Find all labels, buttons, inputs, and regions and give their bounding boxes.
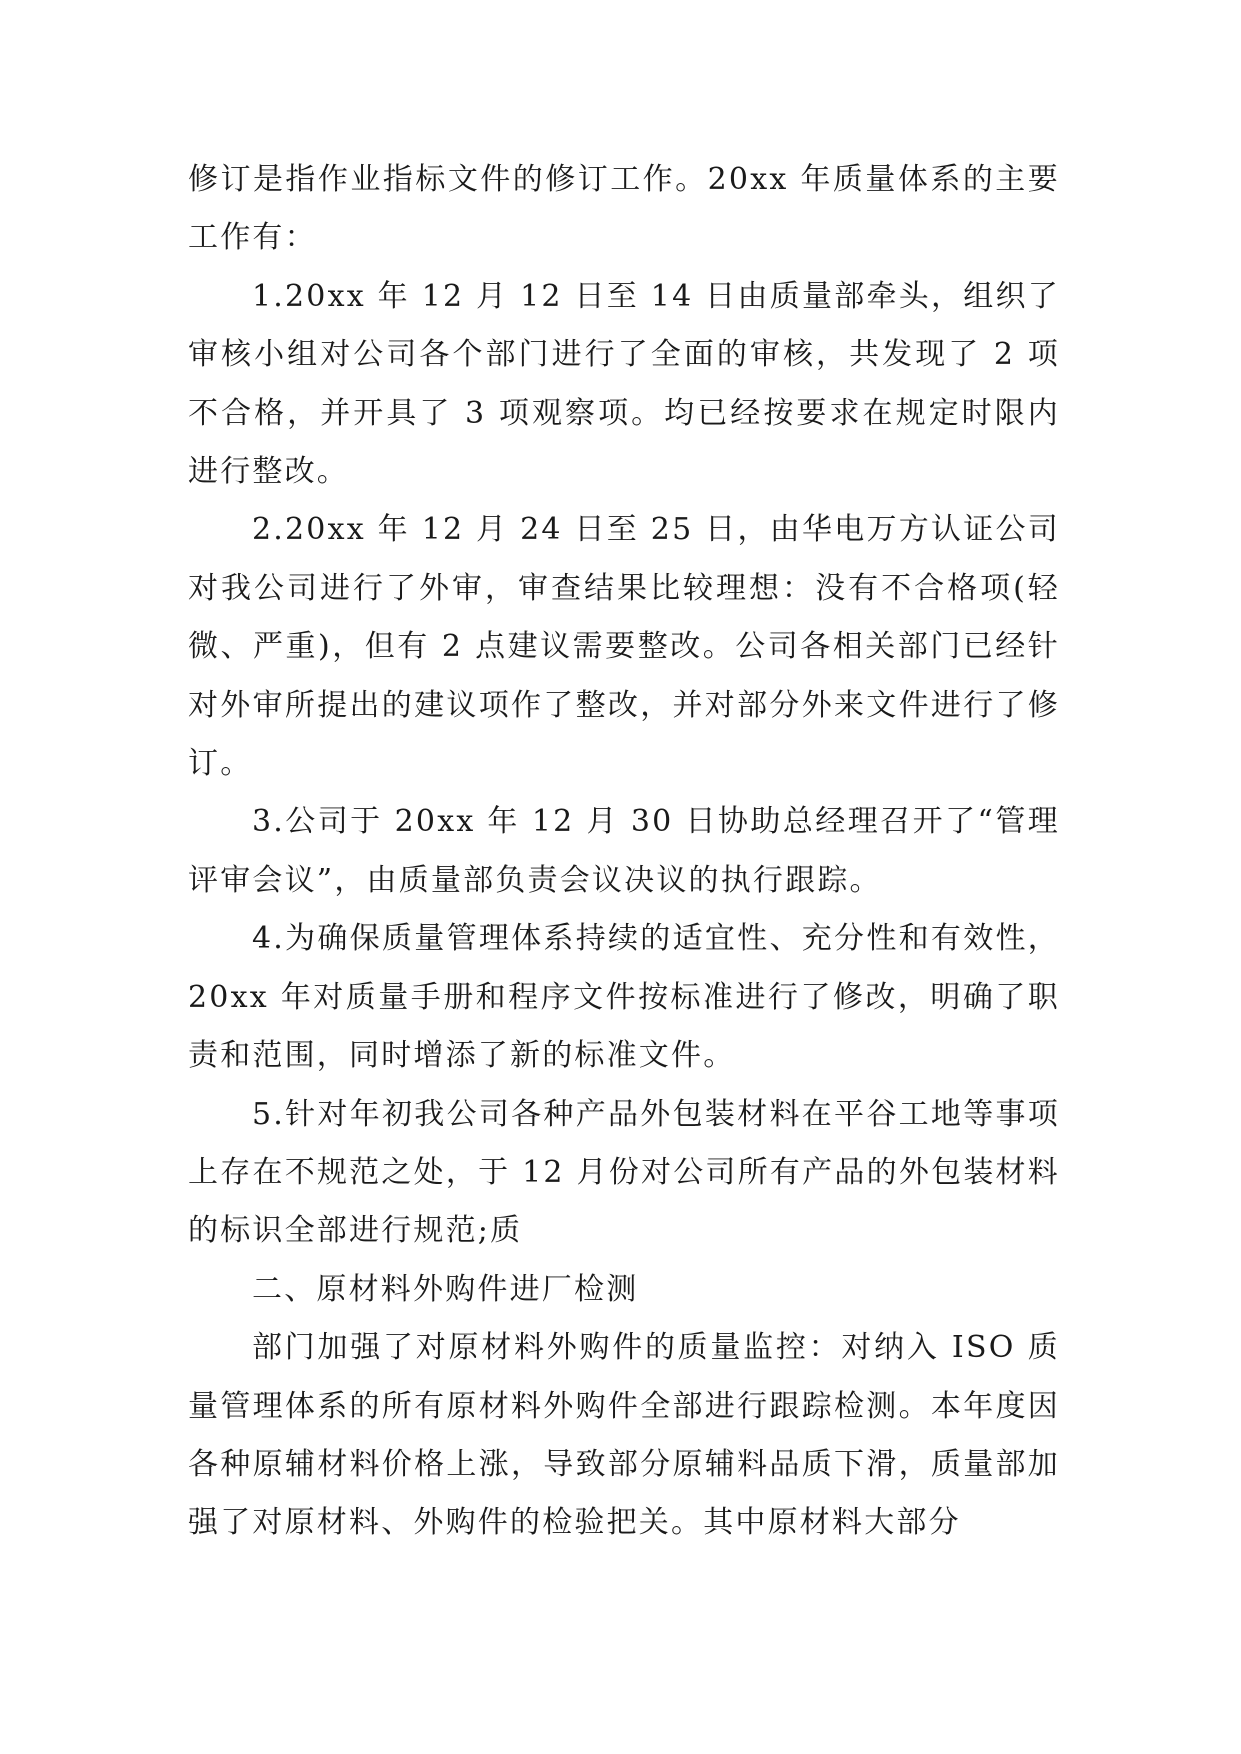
paragraph-item-5: 5.针对年初我公司各种产品外包装材料在平谷工地等事项上存在不规范之处，于 12 月份对公司所有产品的外包装材料的标识全部进行规范;质	[188, 1096, 1060, 1249]
paragraph-item-2: 2.20xx 年 12 月 24 日至 25 日，由华电万方认证公司对我公司进行了外审，审查结果比较理想：没有不合格项(轻微、严重)，但有 2 点建议需要整改。公司各相关部门已经针对外审所提出的建议项作了整改，并对部分外来文件进行了修订。	[188, 512, 1060, 782]
paragraph-item-3: 3.公司于 20xx 年 12 月 30 日协助总经理召开了“管理评审会议”，由质量部负责会议决议的执行跟踪。	[188, 804, 1060, 898]
paragraph-item-4: 4.为确保质量管理体系持续的适宜性、充分性和有效性，20xx 年对质量手册和程序文件按标准进行了修改，明确了职责和范围，同时增添了新的标准文件。	[188, 921, 1060, 1074]
paragraph-item-1: 1.20xx 年 12 月 12 日至 14 日由质量部牵头，组织了审核小组对公司各个部门进行了全面的审核，共发现了 2 项不合格，并开具了 3 项观察项。均已经按要求在规定时限内进行整改。	[188, 278, 1060, 490]
document-body	[188, 151, 1060, 1553]
paragraph-intro: 修订是指作业指标文件的修订工作。20xx 年质量体系的主要工作有：	[188, 162, 1060, 256]
section-heading: 二、原材料外购件进厂检测	[252, 1271, 639, 1307]
paragraph-section-body: 部门加强了对原材料外购件的质量监控：对纳入 ISO 质量管理体系的所有原材料外购件全部进行跟踪检测。本年度因各种原辅材料价格上涨，导致部分原辅料品质下滑，质量部加强了对原材料、外购件的检验把关。其中原材料大部分	[188, 1330, 1060, 1541]
